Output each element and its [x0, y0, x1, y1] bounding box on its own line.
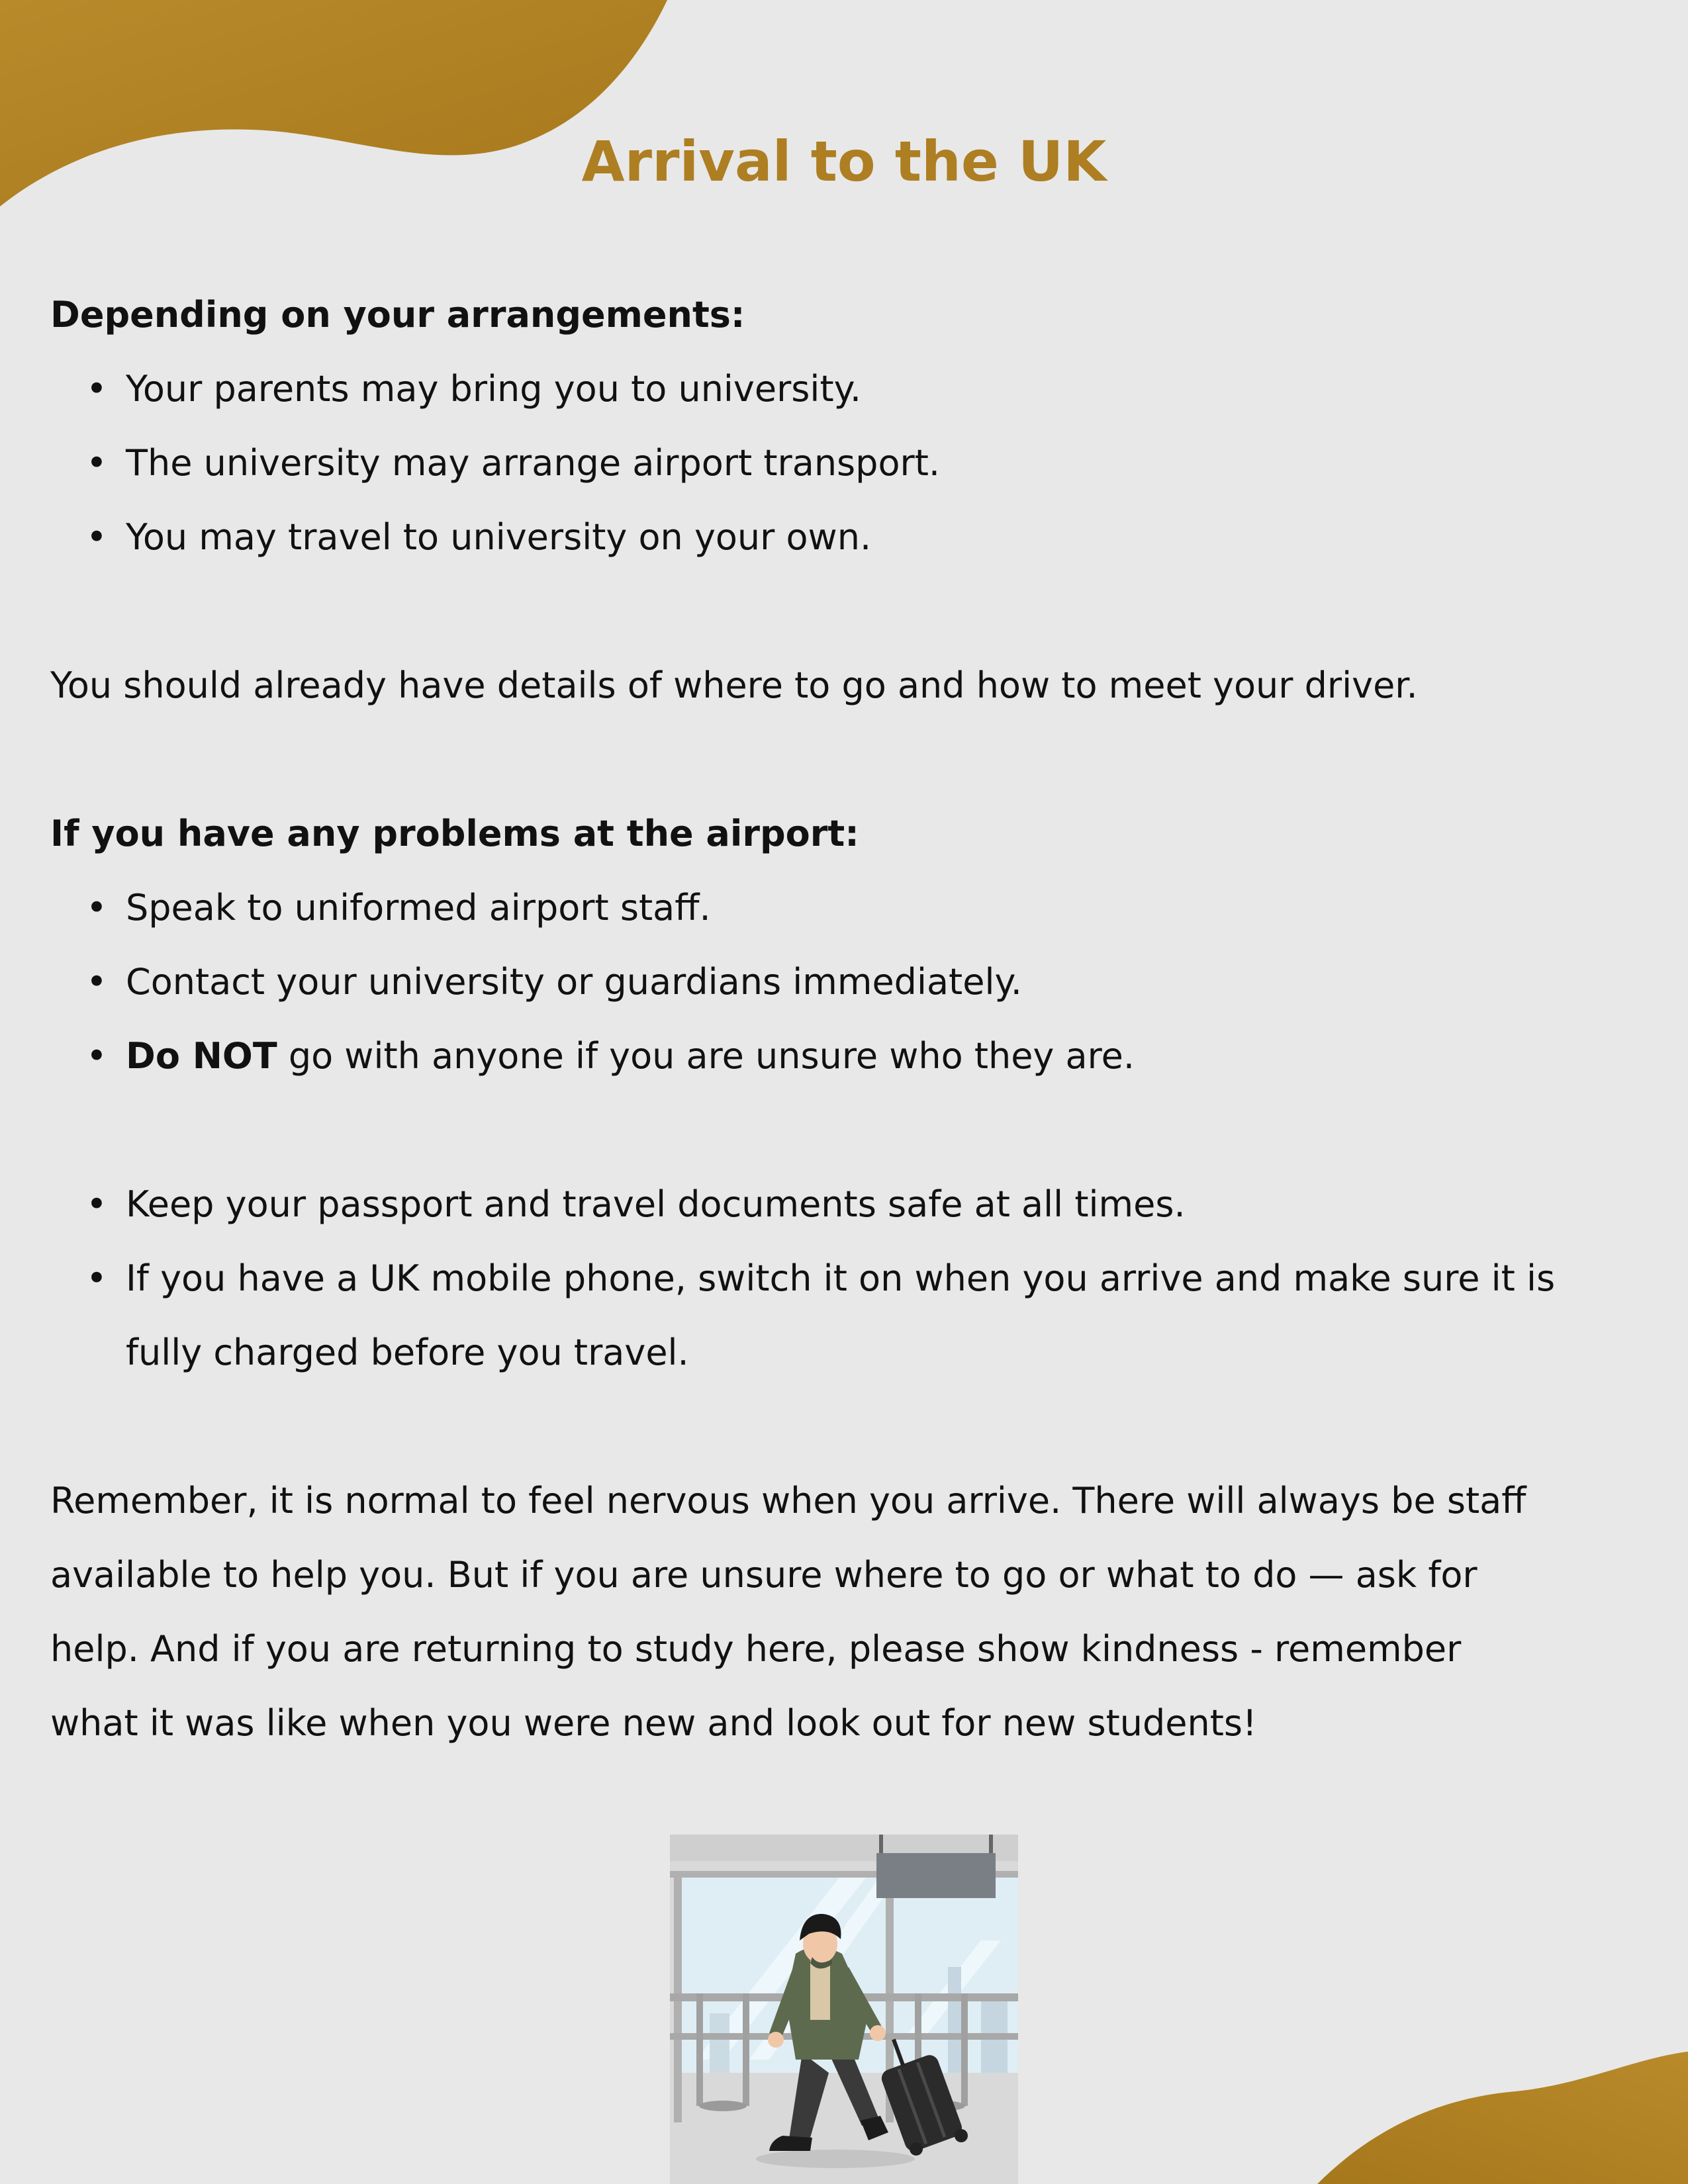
list-item: • Speak to uniformed airport staff. — [50, 871, 1639, 945]
problems-list — [50, 871, 1639, 1093]
list-item — [50, 1019, 1639, 1093]
closing-paragraph: Remember, it is normal to feel nervous when you arrive. There will always be staff available to help you. But if you are unsure where to go or what to do — ask for help. And if you are returning to study here, please show kindness - remember what it was like when you were new and look out for new students! — [50, 1480, 1526, 1744]
bullet-icon: • — [86, 442, 107, 484]
arrangements-heading: Depending on your arrangements: — [50, 294, 745, 336]
arrangements-list — [50, 352, 1639, 574]
warning-text: go with anyone if you are unsure who they are. — [277, 1035, 1135, 1077]
problems-heading: If you have any problems at the airport: — [50, 813, 859, 854]
bullet-icon: • — [86, 368, 107, 410]
list-item: • Contact your university or guardians immediately. — [50, 945, 1639, 1019]
bullet-icon: • — [86, 1035, 107, 1077]
traveler-with-suitcase-icon — [670, 1835, 1018, 2184]
main-content — [50, 278, 1639, 1760]
bullet-icon: • — [86, 1183, 107, 1225]
bullet-icon: • — [86, 1257, 107, 1299]
safety-tips-list — [50, 1167, 1639, 1390]
page-title: Arrival to the UK — [581, 129, 1107, 194]
bottom-right-corner-decoration — [1317, 2052, 1688, 2184]
list-item: • The university may arrange airport transport. — [50, 426, 1639, 500]
list-item: • Keep your passport and travel documents safe at all times. — [50, 1167, 1639, 1242]
bullet-icon: • — [86, 516, 107, 558]
list-item: • Your parents may bring you to university. — [50, 352, 1639, 426]
bullet-icon: • — [86, 887, 107, 929]
driver-details-paragraph: You should already have details of where to go and how to meet your driver. — [50, 664, 1418, 706]
list-item: • If you have a UK mobile phone, switch it on when you arrive and make sure it is fully charged before you travel. — [50, 1242, 1639, 1390]
bullet-icon: • — [86, 961, 107, 1003]
list-item: • You may travel to university on your own. — [50, 500, 1639, 574]
warning-emphasis: Do NOT — [126, 1035, 277, 1077]
